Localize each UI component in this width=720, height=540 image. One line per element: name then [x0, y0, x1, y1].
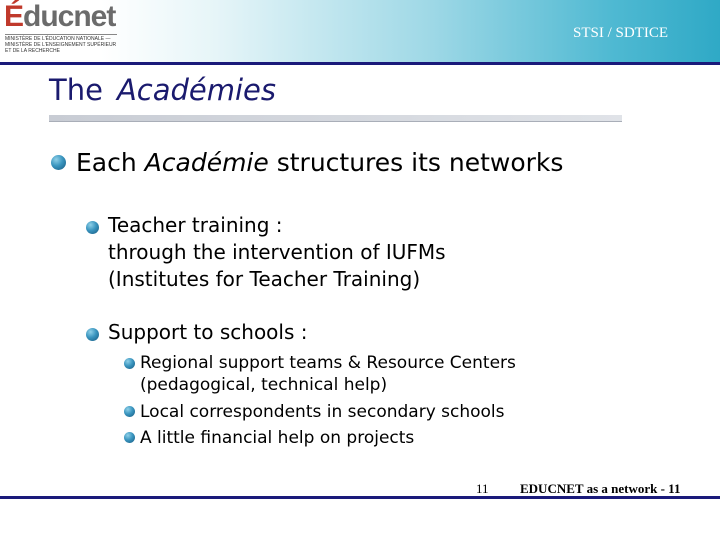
- org-label: STSI / SDTICE: [572, 25, 668, 41]
- bullet-text: Each Académie structures its networks: [76, 148, 564, 177]
- sub-sub-bullet-regional-support: Regional support teams & Resource Centers (pedagogical, technical help): [140, 353, 516, 395]
- bullet-icon: [124, 406, 135, 417]
- sub-bullet-support-schools: Support to schools :: [108, 320, 308, 344]
- bullet-icon: [86, 328, 99, 341]
- sub-sub-bullet-financial-help: A little financial help on projects: [140, 428, 415, 448]
- sub-bullet-teacher-training: Teacher training : through the intervention of IUFMs (Institutes for Teacher Training): [108, 213, 446, 291]
- page-number: 11: [476, 481, 489, 496]
- bullet-icon: [51, 155, 66, 170]
- slide-title: The Académies: [49, 73, 276, 107]
- logo-ministry-text: MINISTÈRE DE L'ÉDUCATION NATIONALE — MINISTÈRE DE L'ENSEIGNEMENT SUPÉRIEUR ET DE LA RECHERCHE: [5, 36, 117, 54]
- logo-wordmark: Éducnet: [4, 0, 116, 33]
- title-underline: [49, 115, 622, 121]
- sub-sub-bullet-local-correspondents: Local correspondents in secondary schools: [140, 402, 505, 422]
- educnet-logo: [4, 2, 116, 60]
- bullet-icon: [86, 221, 99, 234]
- footer-title: EDUCNET as a network - 11: [520, 481, 681, 496]
- bullet-icon: [124, 432, 135, 443]
- bullet-icon: [124, 358, 135, 369]
- header-divider: [0, 62, 720, 65]
